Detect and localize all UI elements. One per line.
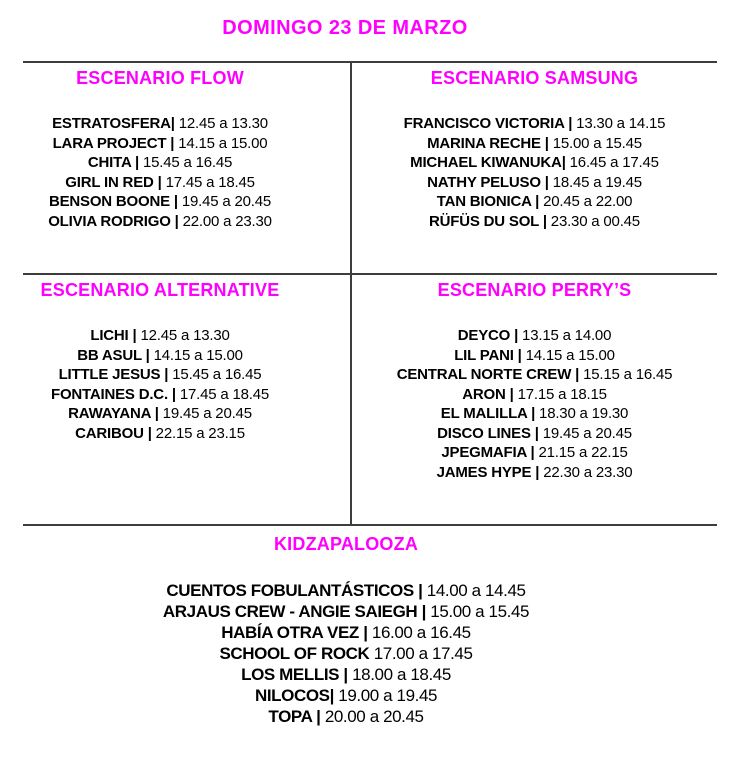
act-artist: ARON | bbox=[462, 385, 514, 403]
act-artist: NILOCOS| bbox=[254, 686, 334, 705]
act-row bbox=[0, 706, 692, 727]
act-row bbox=[352, 385, 717, 405]
act-row bbox=[0, 622, 692, 643]
act-time: 13.15 a 14.00 bbox=[518, 327, 612, 344]
stage-grid bbox=[23, 61, 717, 526]
act-artist: LICHI | bbox=[90, 327, 137, 344]
act-list-kidzapalooza bbox=[0, 580, 692, 727]
act-time: 17.45 a 18.45 bbox=[175, 385, 269, 403]
act-time: 22.15 a 23.15 bbox=[151, 424, 245, 442]
act-time: 20.45 a 22.00 bbox=[539, 193, 633, 210]
act-row bbox=[23, 365, 297, 385]
act-row bbox=[352, 404, 717, 424]
act-artist: RAWAYANA | bbox=[68, 405, 159, 422]
act-artist: DEYCO | bbox=[457, 327, 519, 344]
act-row bbox=[23, 134, 297, 154]
act-time: 14.15 a 15.00 bbox=[174, 134, 268, 152]
act-artist: ESTRATOSFERA| bbox=[52, 115, 175, 132]
page-title: DOMINGO 23 DE MARZO bbox=[222, 17, 468, 39]
act-row bbox=[352, 192, 717, 212]
act-row bbox=[352, 173, 717, 193]
act-artist: FONTAINES D.C. | bbox=[50, 385, 176, 403]
act-row bbox=[23, 173, 297, 193]
act-artist: MARINA RECHE | bbox=[427, 134, 549, 152]
act-row bbox=[352, 114, 717, 134]
act-row bbox=[352, 326, 717, 346]
act-time: 14.15 a 15.00 bbox=[521, 346, 615, 364]
stage-title-samsung: ESCENARIO SAMSUNG bbox=[430, 68, 639, 88]
act-time: 23.30 a 00.45 bbox=[546, 212, 640, 230]
act-row bbox=[352, 463, 717, 483]
stage-title-perrys: ESCENARIO PERRY’S bbox=[437, 280, 632, 300]
act-row bbox=[23, 385, 297, 405]
act-time: 19.00 a 19.45 bbox=[333, 686, 438, 705]
act-time: 21.15 a 22.15 bbox=[534, 444, 628, 461]
act-row bbox=[23, 114, 297, 134]
act-row bbox=[0, 580, 692, 601]
act-row bbox=[352, 134, 717, 154]
act-time: 15.45 a 16.45 bbox=[139, 154, 233, 171]
act-artist: LARA PROJECT | bbox=[52, 134, 175, 152]
stage-section-samsung bbox=[352, 63, 717, 275]
act-time: 15.15 a 16.45 bbox=[579, 366, 673, 383]
act-artist: TOPA | bbox=[268, 707, 321, 726]
act-row bbox=[0, 643, 692, 664]
act-artist: LOS MELLIS | bbox=[241, 665, 348, 684]
act-artist: EL MALILLA | bbox=[440, 405, 536, 422]
act-artist: MICHAEL KIWANUKA| bbox=[410, 154, 566, 171]
stage-title-alternative: ESCENARIO ALTERNATIVE bbox=[40, 280, 280, 300]
act-row bbox=[352, 346, 717, 366]
stage-section-alternative bbox=[23, 275, 352, 524]
act-time: 20.00 a 20.45 bbox=[320, 707, 424, 726]
act-time: 12.45 a 13.30 bbox=[174, 115, 268, 132]
act-row bbox=[23, 192, 297, 212]
act-row bbox=[0, 664, 692, 685]
act-artist: HABÍA OTRA VEZ | bbox=[221, 623, 368, 642]
act-artist: BB ASUL | bbox=[77, 346, 150, 364]
act-row bbox=[352, 365, 717, 385]
act-artist: CENTRAL NORTE CREW | bbox=[396, 366, 580, 383]
act-time: 17.15 a 18.15 bbox=[513, 385, 607, 403]
kidz-section bbox=[0, 524, 750, 727]
act-time: 13.30 a 14.15 bbox=[572, 115, 666, 132]
act-artist: CUENTOS FOBULANTÁSTICOS | bbox=[166, 581, 423, 600]
act-time: 12.45 a 13.30 bbox=[136, 327, 230, 344]
act-time: 19.45 a 20.45 bbox=[158, 405, 252, 422]
act-time: 19.45 a 20.45 bbox=[538, 424, 632, 442]
act-artist: JPEGMAFIA | bbox=[441, 444, 535, 461]
act-row bbox=[23, 326, 297, 346]
act-row bbox=[352, 443, 717, 463]
act-row bbox=[23, 404, 297, 424]
act-list-flow bbox=[23, 114, 297, 231]
act-artist: ARJAUS CREW - ANGIE SAIEGH | bbox=[162, 602, 426, 621]
act-artist: LIL PANI | bbox=[454, 346, 522, 364]
act-artist: CHITA | bbox=[87, 154, 139, 171]
act-row bbox=[23, 153, 297, 173]
act-time: 15.00 a 15.45 bbox=[548, 134, 642, 152]
act-artist: BENSON BOONE | bbox=[48, 193, 178, 210]
act-row bbox=[352, 212, 717, 232]
act-time: 17.45 a 18.45 bbox=[161, 173, 255, 191]
act-artist: NATHY PELUSO | bbox=[427, 173, 549, 191]
act-list-samsung bbox=[352, 114, 717, 231]
act-time: 18.00 a 18.45 bbox=[347, 665, 451, 684]
stage-section-perrys bbox=[352, 275, 717, 524]
act-list-perrys bbox=[352, 326, 717, 482]
act-row bbox=[0, 601, 692, 622]
act-time: 16.45 a 17.45 bbox=[565, 154, 659, 171]
act-time: 22.30 a 23.30 bbox=[539, 463, 633, 481]
act-row bbox=[0, 685, 692, 706]
act-artist: RÜFÜS DU SOL | bbox=[429, 212, 547, 230]
act-artist: SCHOOL OF ROCK bbox=[219, 644, 370, 663]
act-time: 22.00 a 23.30 bbox=[178, 212, 272, 230]
act-list-alternative bbox=[23, 326, 297, 443]
act-time: 18.45 a 19.45 bbox=[548, 173, 642, 191]
act-time: 14.15 a 15.00 bbox=[149, 346, 243, 364]
act-artist: GIRL IN RED | bbox=[65, 173, 162, 191]
act-artist: LITTLE JESUS | bbox=[58, 366, 169, 383]
act-time: 17.00 a 17.45 bbox=[369, 644, 473, 663]
act-artist: FRANCISCO VICTORIA | bbox=[403, 115, 573, 132]
act-time: 14.00 a 14.45 bbox=[422, 581, 526, 600]
act-artist: JAMES HYPE | bbox=[436, 463, 540, 481]
act-artist: DISCO LINES | bbox=[437, 424, 539, 442]
act-artist: TAN BIONICA | bbox=[436, 193, 540, 210]
act-row bbox=[23, 346, 297, 366]
act-artist: CARIBOU | bbox=[75, 424, 152, 442]
stage-section-flow bbox=[23, 63, 352, 275]
act-row bbox=[352, 424, 717, 444]
act-row bbox=[352, 153, 717, 173]
act-row bbox=[23, 212, 297, 232]
act-time: 16.00 a 16.45 bbox=[367, 623, 471, 642]
act-time: 19.45 a 20.45 bbox=[177, 193, 272, 210]
act-time: 15.45 a 16.45 bbox=[168, 366, 262, 383]
stage-title-flow: ESCENARIO FLOW bbox=[76, 68, 244, 88]
act-row bbox=[23, 424, 297, 444]
stage-title-kidzapalooza: KIDZAPALOOZA bbox=[273, 534, 419, 554]
act-time: 15.00 a 15.45 bbox=[425, 602, 530, 621]
act-time: 18.30 a 19.30 bbox=[535, 405, 629, 422]
act-artist: OLIVIA RODRIGO | bbox=[48, 212, 179, 230]
